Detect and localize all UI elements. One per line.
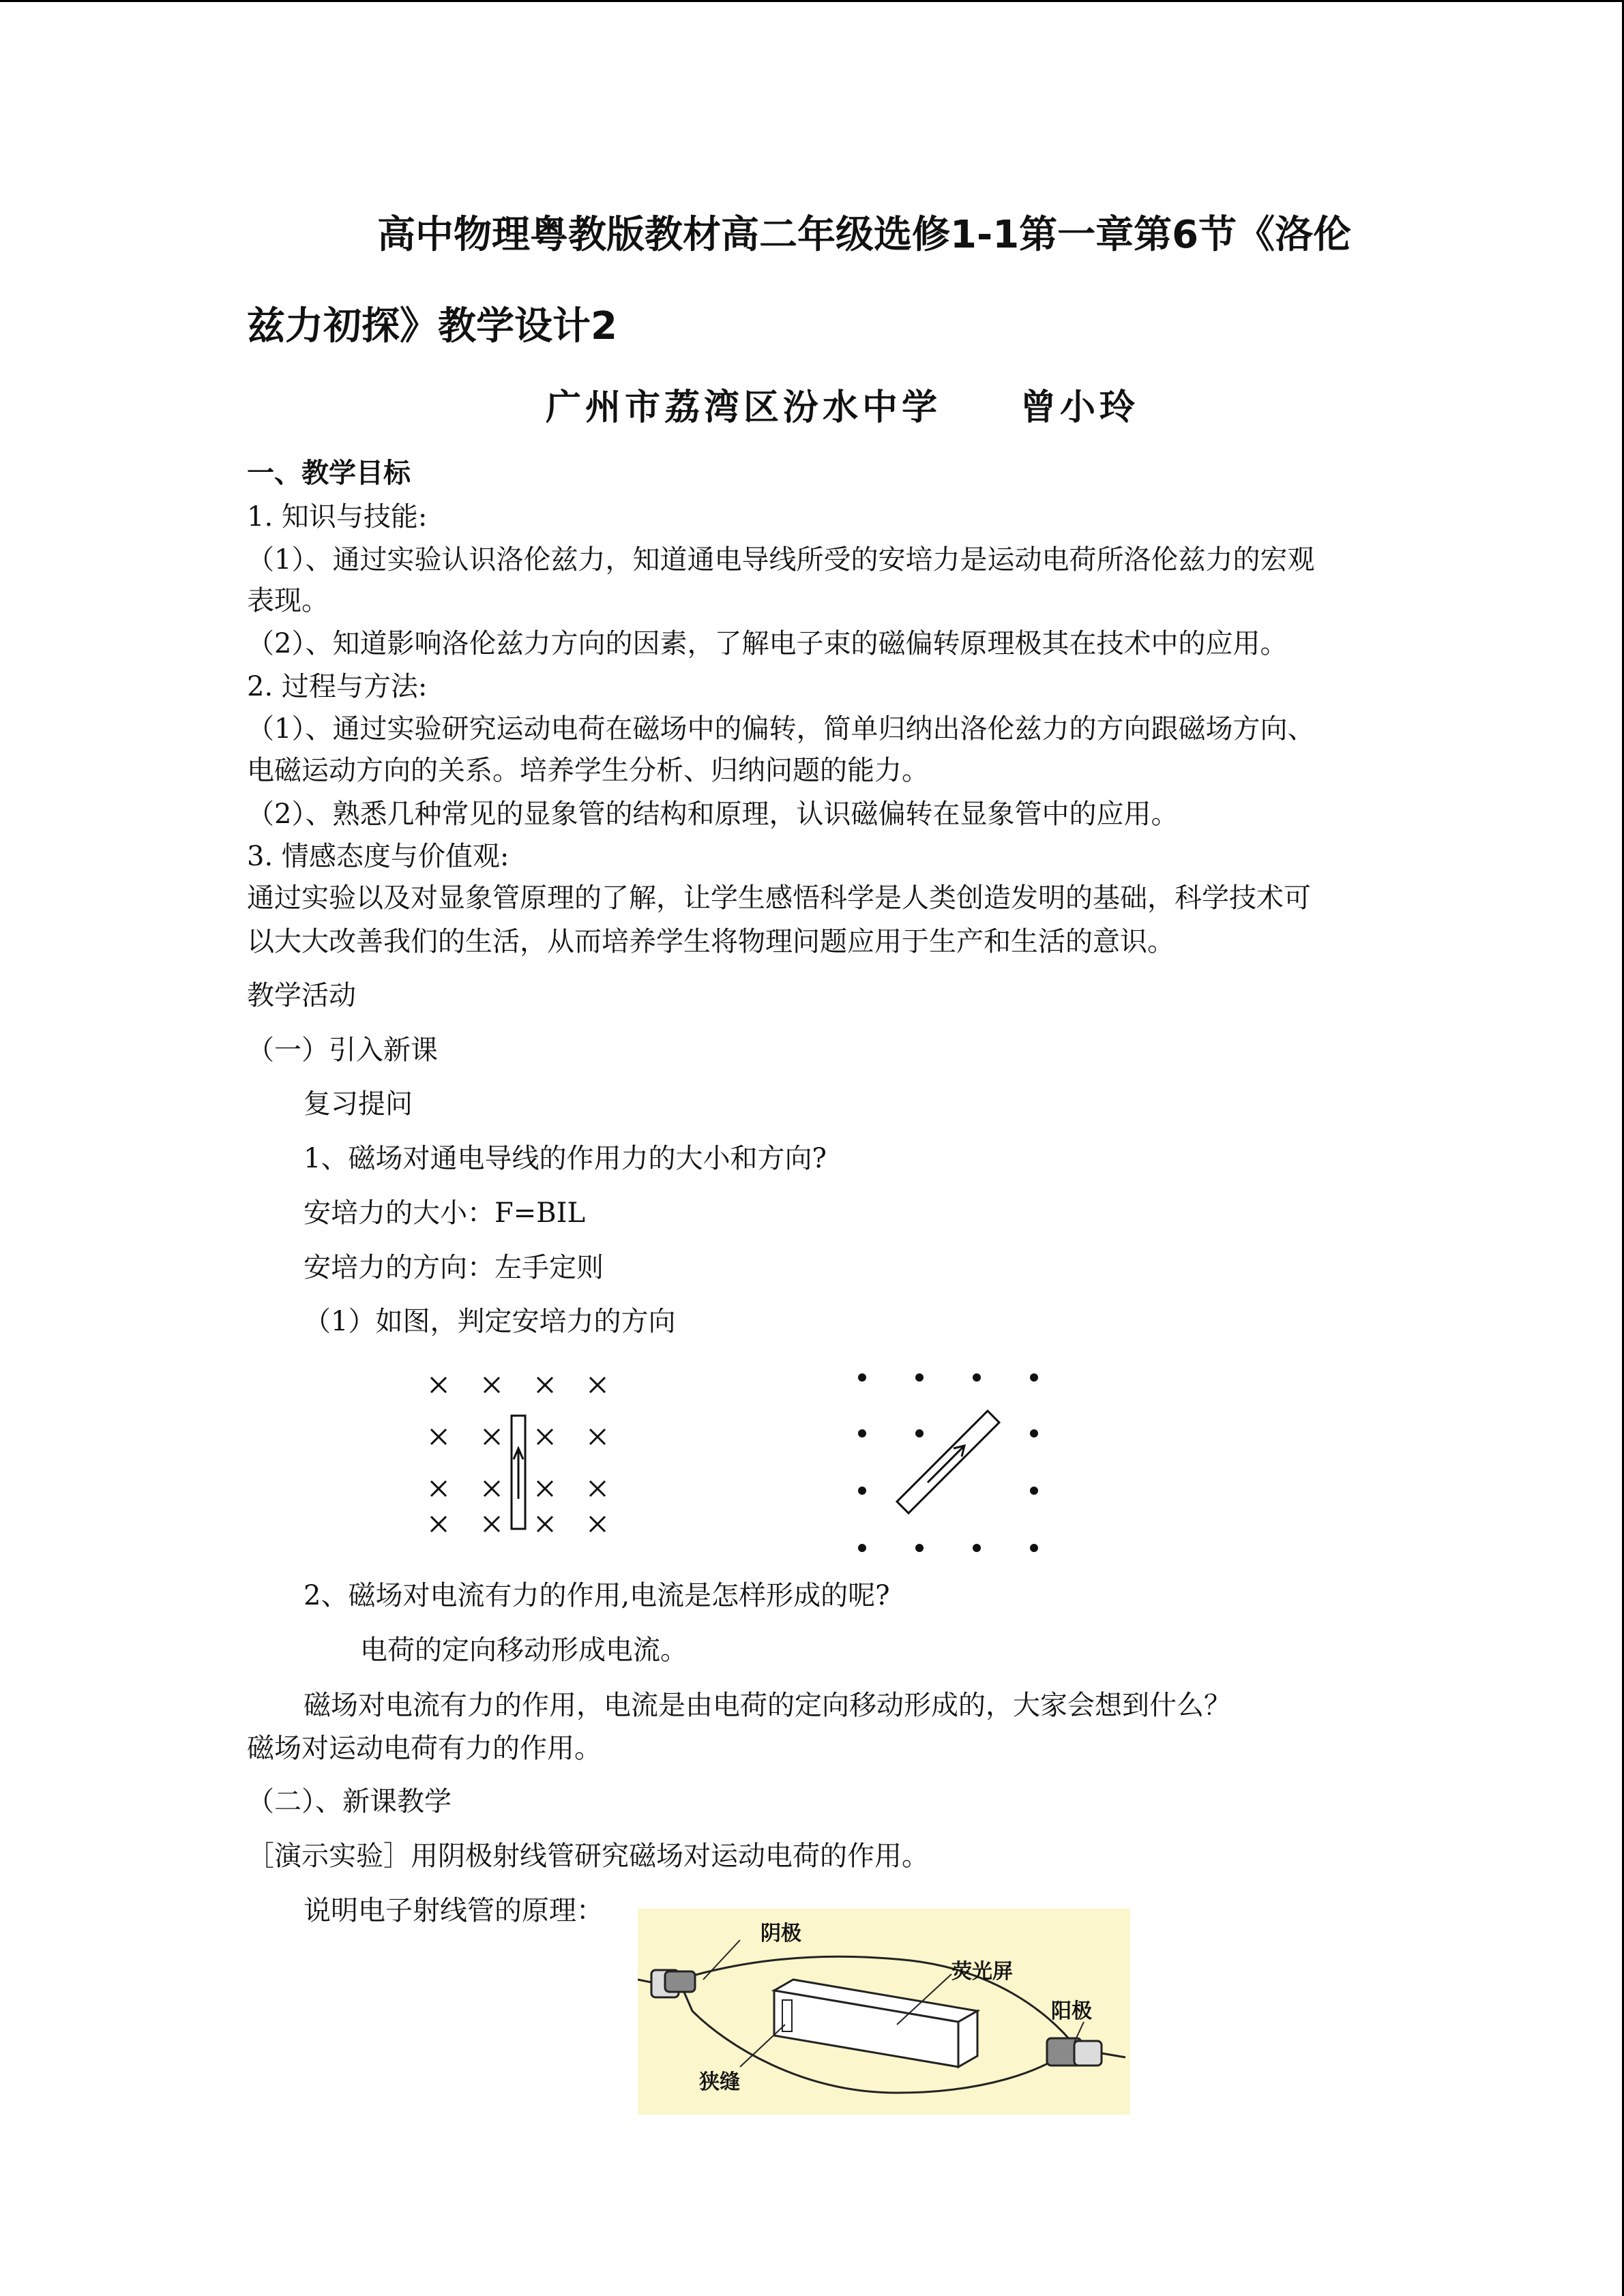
cathode-ray-tube-diagram bbox=[638, 1909, 1130, 2115]
intro-heading: （一）引入新课 bbox=[247, 1034, 438, 1066]
explain-tube: 说明电子射线管的原理： bbox=[304, 1895, 604, 1926]
knowledge-item-1-line-1: （1）、通过实验认识洛伦兹力，知道通电导线所受的安培力是运动电荷所洛伦兹力的宏观 bbox=[247, 544, 1315, 576]
review-label: 复习提问 bbox=[304, 1088, 413, 1120]
discussion-line-1: 磁场对电流有力的作用，电流是由电荷的定向移动形成的，大家会想到什么？ bbox=[304, 1690, 1231, 1721]
label-screen: 荧光屏 bbox=[951, 1960, 1013, 1984]
figure-prompt: （1）如图，判定安培力的方向 bbox=[304, 1306, 676, 1337]
author-line: 广州市荔湾区汾水中学 曾小玲 bbox=[546, 387, 1140, 428]
emotion-values-heading: 3. 情感态度与价值观: bbox=[247, 841, 510, 872]
discussion-line-2: 磁场对运动电荷有力的作用。 bbox=[247, 1733, 602, 1764]
question-1: 1、磁场对通电导线的作用力的大小和方向? bbox=[304, 1143, 827, 1174]
demo-experiment: ［演示实验］用阴极射线管研究磁场对运动电荷的作用。 bbox=[247, 1840, 929, 1872]
label-anode: 阳极 bbox=[1051, 1999, 1092, 2023]
label-cathode: 阴极 bbox=[761, 1922, 801, 1945]
title-line-1: 高中物理粤教版教材高二年级选修1-1第一章第6节《洛伦 bbox=[377, 213, 1352, 257]
ampere-magnitude: 安培力的大小：F=BIL bbox=[304, 1197, 586, 1229]
knowledge-skills-heading: 1. 知识与技能: bbox=[247, 501, 428, 533]
answer-2: 电荷的定向移动形成电流。 bbox=[360, 1635, 688, 1666]
label-slit: 狭缝 bbox=[699, 2070, 740, 2094]
emotion-values-line-2: 以大大改善我们的生活，从而培养学生将物理问题应用于生产和生活的意识。 bbox=[247, 926, 1175, 957]
process-item-1-line-2: 电磁运动方向的关系。培养学生分析、归纳问题的能力。 bbox=[247, 755, 929, 786]
process-item-2: （2）、熟悉几种常见的显象管的结构和原理，认识磁偏转在显象管中的应用。 bbox=[247, 799, 1179, 830]
question-2: 2、磁场对电流有力的作用,电流是怎样形成的呢? bbox=[304, 1580, 890, 1611]
goals-heading: 一、教学目标 bbox=[247, 458, 411, 489]
knowledge-item-2: （2）、知道影响洛伦兹力方向的因素，了解电子束的磁偏转原理极其在技术中的应用。 bbox=[247, 628, 1288, 659]
title-line-2: 兹力初探》教学设计2 bbox=[247, 304, 617, 348]
new-lesson-heading: （二）、新课教学 bbox=[247, 1786, 452, 1817]
process-item-1-line-1: （1）、通过实验研究运动电荷在磁场中的偏转，简单归纳出洛伦兹力的方向跟磁场方向、 bbox=[247, 713, 1315, 745]
field-into-page-figure bbox=[416, 1362, 621, 1540]
emotion-values-line-1: 通过实验以及对显象管原理的了解，让学生感悟科学是人类创造发明的基础，科学技术可 bbox=[247, 882, 1311, 914]
field-out-of-page-figure bbox=[846, 1361, 1050, 1552]
activities-heading: 教学活动 bbox=[247, 980, 356, 1011]
knowledge-item-1-line-2: 表现。 bbox=[247, 585, 329, 616]
ampere-direction: 安培力的方向：左手定则 bbox=[304, 1252, 604, 1283]
process-methods-heading: 2. 过程与方法: bbox=[247, 671, 428, 702]
